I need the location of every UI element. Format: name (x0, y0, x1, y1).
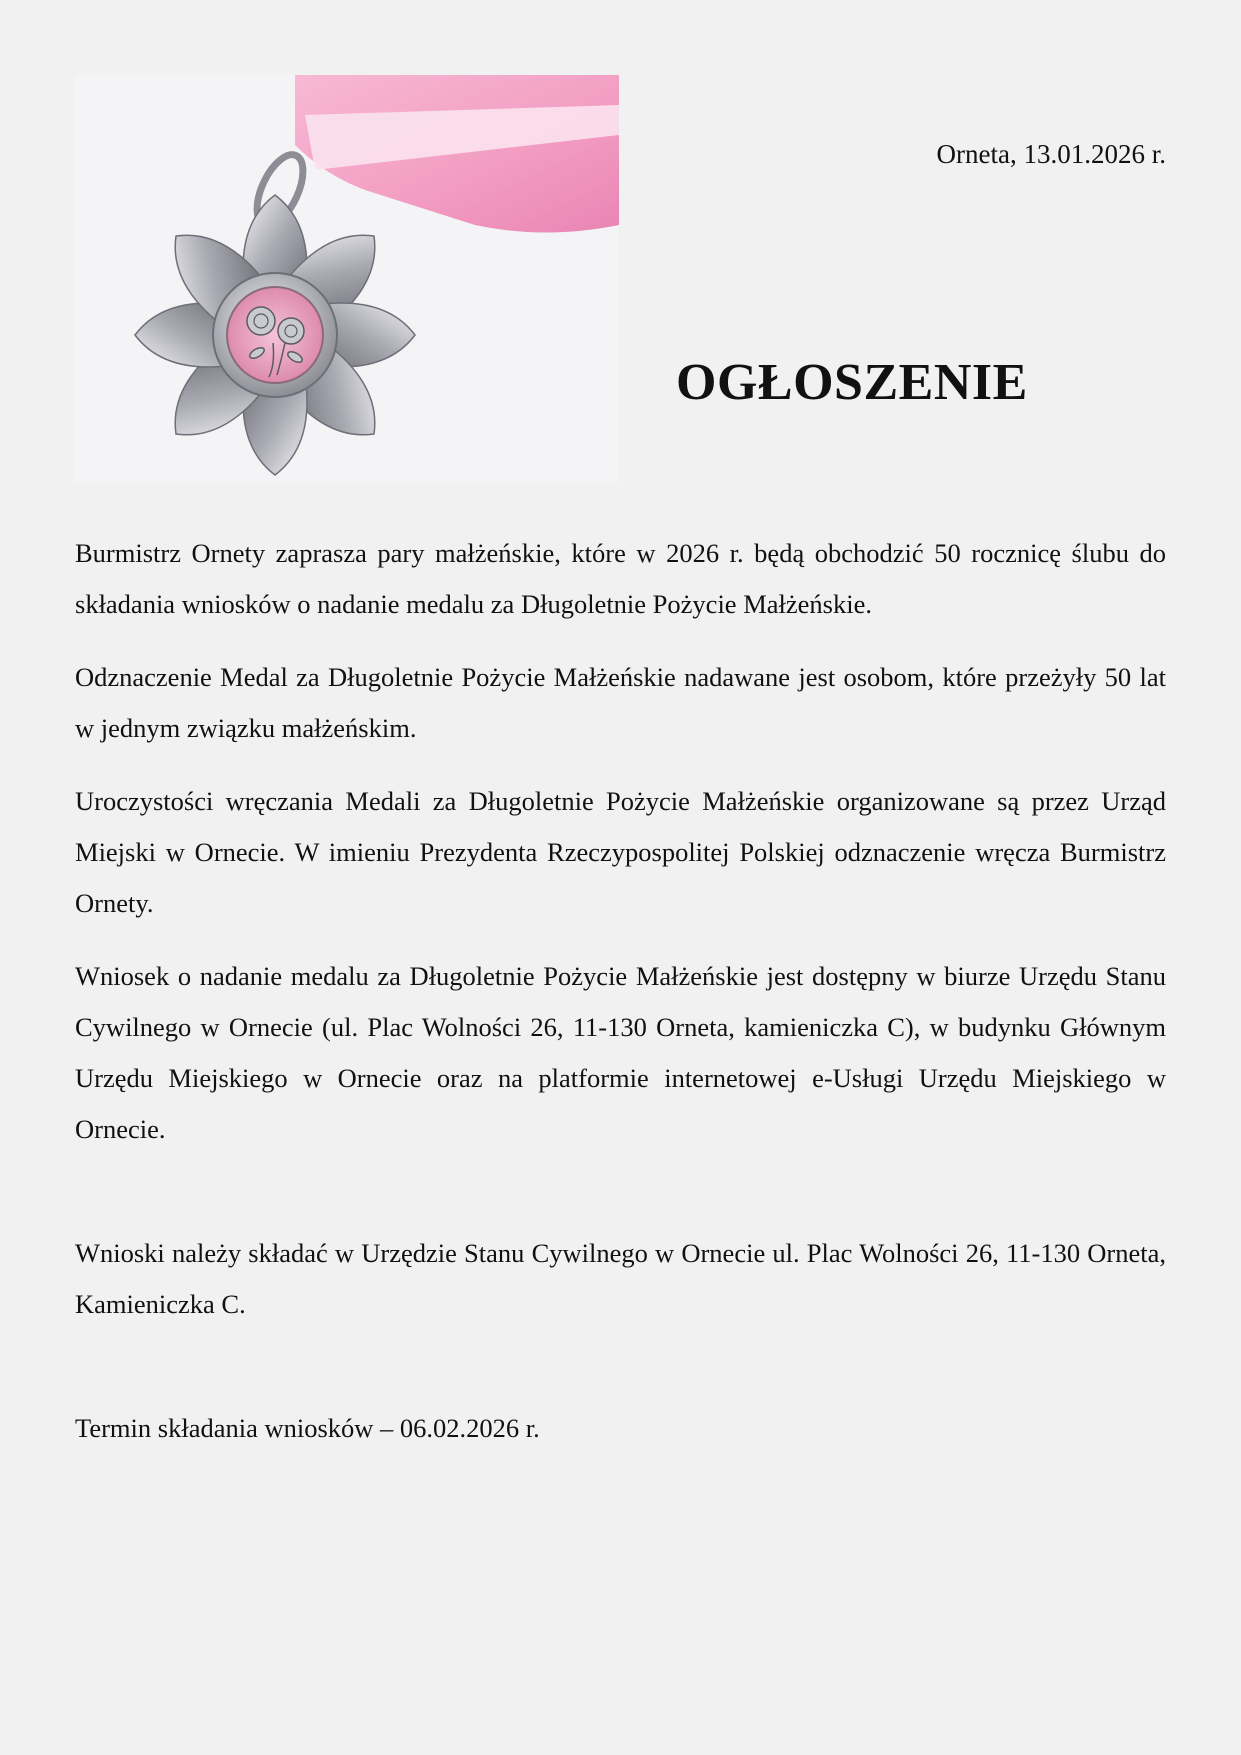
paragraph-ceremony: Uroczystości wręczania Medali za Długoletnie Pożycie Małżeńskie organizowane są przez Urząd Miejski w Ornecie. W imieniu Prezydenta Rzeczypospolitej Polskiej odznaczenie wręcza Burmistrz Ornety. (75, 786, 1166, 918)
paragraph-invitation: Burmistrz Ornety zaprasza pary małżeńskie, które w 2026 r. będą obchodzić 50 rocznicę ślubu do składania wniosków o nadanie medalu za Długoletnie Pożycie Małżeńskie. (75, 538, 1166, 619)
paragraph-medal-description: Odznaczenie Medal za Długoletnie Pożycie Małżeńskie nadawane jest osobom, które przeżyły 50 lat w jednym związku małżeńskim. (75, 662, 1166, 743)
medal-icon (75, 75, 619, 483)
paragraph-application-availability: Wniosek o nadanie medalu za Długoletnie Pożycie Małżeńskie jest dostępny w biurze Urzędu Stanu Cywilnego w Ornecie (ul. Plac Wolności 26, 11-130 Orneta, kamieniczka C), w budynku Głównym Urzędu Miejskiego w Ornecie oraz na platformie internetowej e-Usługi Urzędu Miejskiego w Ornecie. (75, 961, 1166, 1144)
page-title: OGŁOSZENIE (676, 354, 1028, 411)
announcement-body (75, 528, 1166, 1454)
medal-photo (75, 75, 619, 483)
paragraph-submission-place: Wnioski należy składać w Urzędzie Stanu Cywilnego w Ornecie ul. Plac Wolności 26, 11-130 Orneta, Kamieniczka C. (75, 1238, 1166, 1319)
paragraph-deadline: Termin składania wniosków – 06.02.2026 r. (75, 1413, 540, 1443)
announcement-date: Orneta, 13.01.2026 r. (936, 139, 1166, 169)
